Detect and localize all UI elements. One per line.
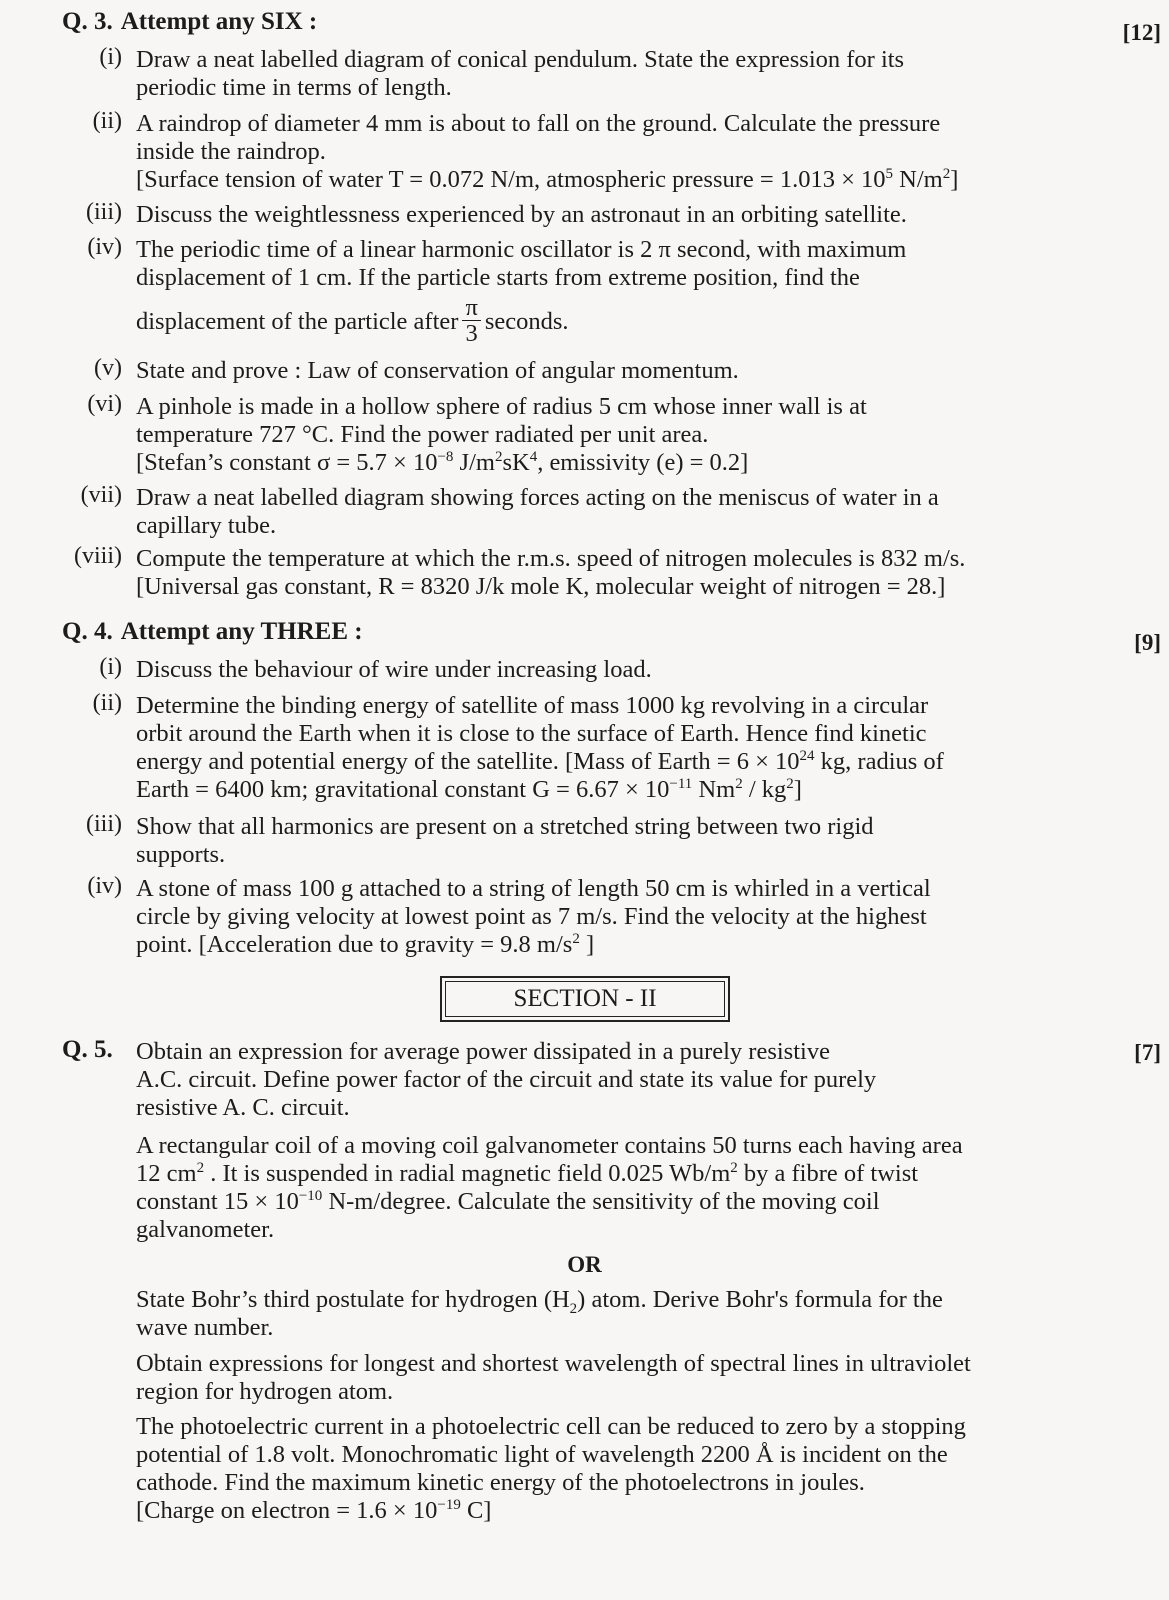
q5-part-5 <box>136 1413 1146 1525</box>
text-line: A rectangular coil of a moving coil galvanometer contains 50 turns each having area <box>136 1132 963 1159</box>
q3-marks: [12] <box>1122 20 1161 45</box>
q5-marks: [7] <box>1134 1040 1161 1065</box>
q4-heading <box>62 618 363 646</box>
text-line: capillary tube. <box>136 512 277 539</box>
text-line: constant $15 \times 10^{-10}$ N-m/degree. Calculate the sensitivity of the moving coil <box>136 1187 880 1215</box>
text-line: The periodic time of a linear harmonic oscillator is 2 π second, with maximum <box>136 236 907 263</box>
text-line: region for hydrogen atom. <box>136 1378 394 1405</box>
text-line: periodic time in terms of length. <box>136 74 452 101</box>
text-line: resistive A. C. circuit. <box>136 1094 350 1121</box>
q4-item-num: (i) <box>99 654 122 680</box>
q3-number: Q. 3. <box>62 8 113 35</box>
q4-item-iii <box>136 813 1146 869</box>
text-line: Compute the temperature at which the r.m.s. speed of nitrogen molecules is 832 m/s. <box>136 545 966 572</box>
q4-marks: [9] <box>1134 630 1161 655</box>
text-line: A.C. circuit. Define power factor of the circuit and state its value for purely <box>136 1066 877 1093</box>
q3-item-vi <box>136 393 1146 477</box>
q3-heading <box>62 8 317 36</box>
q5-heading <box>62 1036 113 1064</box>
q4-number: Q. 4. <box>62 618 113 645</box>
q3-item-num: (v) <box>94 355 122 381</box>
q5-part-2 <box>136 1132 1146 1244</box>
text-line: supports. <box>136 841 226 868</box>
q3-item-v <box>136 357 1146 385</box>
text-line: inside the raindrop. <box>136 138 326 165</box>
q3-item-num: (iii) <box>86 199 122 225</box>
q3-item-iv <box>136 236 1146 349</box>
text-line: cathode. Find the maximum kinetic energy of the photoelectrons in joules. <box>136 1469 865 1496</box>
text-line: A stone of mass 100 g attached to a string of length 50 cm is whirled in a vertical <box>136 875 931 902</box>
or-divider: OR <box>567 1252 602 1277</box>
text-line: wave number. <box>136 1314 274 1341</box>
q3-item-num: (iv) <box>87 234 122 260</box>
q3-item-iii <box>136 201 1146 229</box>
q3-item-num: (ii) <box>92 108 122 134</box>
text-line: [Stefan’s constant $\sigma = 5.7 \times 10^{-8}$ $J/m^2sK^4$, emissivity (e) = 0.2] <box>136 448 749 476</box>
text-line: Determine the binding energy of satellite of mass 1000 kg revolving in a circular <box>136 692 929 719</box>
q5-number: Q. 5. <box>62 1036 113 1063</box>
text-line: point. [Acceleration due to gravity = 9.8 $m/s^2$ ] <box>136 930 595 958</box>
text-line: State and prove : Law of conservation of angular momentum. <box>136 357 739 384</box>
text-line: 12 $cm^2$ . It is suspended in radial magnetic field 0.025 $Wb/m^2$ by a fibre of twist <box>136 1159 919 1187</box>
q3-item-i <box>136 46 1146 102</box>
text-line: temperature 727 °C. Find the power radiated per unit area. <box>136 421 709 448</box>
q4-item-num: (iii) <box>86 811 122 837</box>
q3-item-vii <box>136 484 1146 540</box>
text-line: A pinhole is made in a hollow sphere of radius 5 cm whose inner wall is at <box>136 393 867 420</box>
text-line: Draw a neat labelled diagram of conical pendulum. State the expression for its <box>136 46 905 73</box>
text-line: Obtain an expression for average power dissipated in a purely resistive <box>136 1038 830 1065</box>
q3-item-num: (i) <box>99 44 122 70</box>
text-line: Show that all harmonics are present on a stretched string between two rigid <box>136 813 874 840</box>
text-line: [Charge on electron = $1.6 \times 10^{-19}$ C] <box>136 1496 492 1524</box>
q4-item-num: (ii) <box>92 690 122 716</box>
q3-item-num: (viii) <box>74 543 122 569</box>
q3-item-num: (vii) <box>80 482 122 508</box>
text-line: Obtain expressions for longest and shortest wavelength of spectral lines in ultraviolet <box>136 1350 971 1377</box>
text-line: A raindrop of diameter 4 mm is about to fall on the ground. Calculate the pressure <box>136 110 941 137</box>
text-line: The photoelectric current in a photoelectric cell can be reduced to zero by a stopping <box>136 1413 966 1440</box>
text-line: displacement of the particle after $\frac{\pi}{3}$ seconds. <box>136 294 569 347</box>
text-line: Discuss the behaviour of wire under increasing load. <box>136 656 652 683</box>
q4-item-iv <box>136 875 1146 959</box>
text-line: [Surface tension of water T = 0.072 N/m, atmospheric pressure = $1.013 \times 10^5$ $N/m^2$] <box>136 165 959 193</box>
q4-item-ii <box>136 692 1146 804</box>
text-line: State Bohr’s third postulate for hydrogen $(H_2)$ atom. Derive Bohr's formula for the <box>136 1286 943 1317</box>
text-line: galvanometer. <box>136 1216 275 1243</box>
q4-item-i <box>136 656 1146 684</box>
pi-over-3-fraction: $\frac{\pi}{3}$ <box>462 296 480 347</box>
text-line: Earth = 6400 km; gravitational constant $G = 6.67 \times 10^{-11}$ $Nm^2 / kg^2$] <box>136 775 802 803</box>
q5-part-3 <box>136 1286 1146 1342</box>
text-line: energy and potential energy of the satellite. [Mass of Earth = $6 \times 10^{24}$ kg, radius of <box>136 747 944 775</box>
text-line: displacement of 1 cm. If the particle starts from extreme position, find the <box>136 264 860 291</box>
text-line: Discuss the weightlessness experienced by an astronaut in an orbiting satellite. <box>136 201 907 228</box>
q5-part-1 <box>136 1038 1146 1122</box>
q4-title: Attempt any THREE : <box>120 618 363 645</box>
q3-item-ii <box>136 110 1146 194</box>
text-line: circle by giving velocity at lowest point as 7 m/s. Find the velocity at the highest <box>136 903 927 930</box>
text-line: [Universal gas constant, R = 8320 J/k mole K, molecular weight of nitrogen = 28.] <box>136 573 946 600</box>
q3-item-num: (vi) <box>87 391 122 417</box>
q3-title: Attempt any SIX : <box>120 8 318 35</box>
text-line: Draw a neat labelled diagram showing forces acting on the meniscus of water in a <box>136 484 939 511</box>
text-line: potential of 1.8 volt. Monochromatic light of wavelength 2200 Å is incident on the <box>136 1441 948 1468</box>
text-line: orbit around the Earth when it is close to the surface of Earth. Hence find kinetic <box>136 720 927 747</box>
q4-item-num: (iv) <box>87 873 122 899</box>
section-title: SECTION - II <box>445 981 725 1017</box>
q5-part-4 <box>136 1350 1146 1406</box>
section-heading-box <box>440 976 730 1022</box>
q3-item-viii <box>136 545 1146 601</box>
